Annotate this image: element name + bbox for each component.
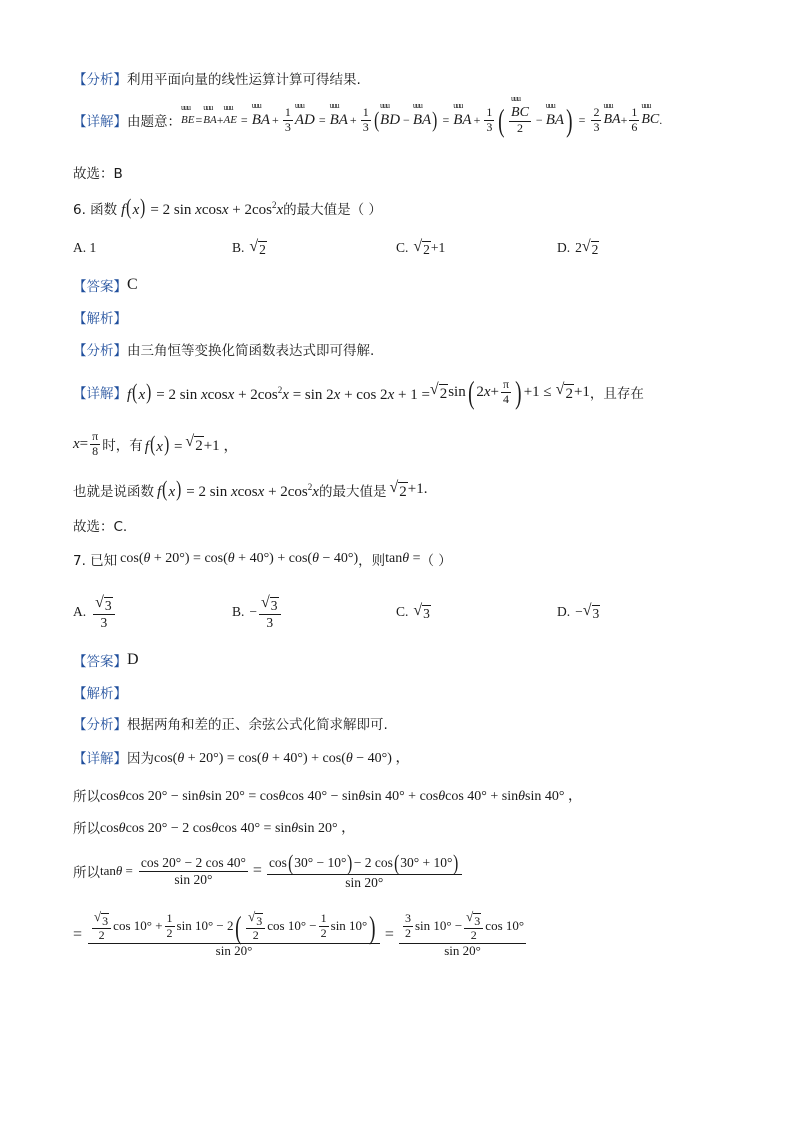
analysis-tag: 【分析】: [73, 72, 127, 88]
q7-option-d[interactable]: D. − √ 3: [557, 602, 600, 621]
q6-answer-value: C: [127, 276, 138, 293]
q7-stem: 7. 已知 cos(θ + 20°) = cos(θ + 40°) + cos(θ − 40°) ，则 tanθ = （ ）: [73, 551, 452, 569]
q6-option-c[interactable]: C. √ 2 +1: [396, 238, 446, 257]
q7-option-b[interactable]: B. − √ 3 3: [232, 594, 283, 631]
q7-solution-tag: 【解析】: [73, 686, 127, 702]
q5-detail-prefix: 由题意：: [127, 114, 181, 130]
q5-detail: [73, 104, 662, 136]
q7-analysis: 【分析】 根据两角和差的正、余弦公式化简求解即可.: [73, 717, 388, 733]
q5-analysis: [73, 68, 361, 88]
q7-step-4: = √ 3 2 cos 10° + $\frac{1}{2}$ sin 10° − 2 ( √ 3 2 cos 10° − $\frac{1}{2}$ sin 10° ) sin 20° = $\frac{3}{2}$ sin 10° − √ 3 2 cos 10° sin 20°: [73, 908, 525, 959]
q6-that-is: 也就是说函数 f(x) = 2 $\sin xcosx + 2\cos^2x$ 的最大值是 √ 2 +1.: [73, 476, 428, 501]
q6-detail-tail: ，且存在: [589, 386, 644, 402]
q6-answer: 【答案】 C: [73, 276, 138, 295]
q7-option-a[interactable]: A. √ 3 3: [73, 594, 117, 631]
sqrt-2: √ 2: [249, 238, 266, 257]
q6-when: 时，有: [102, 438, 143, 455]
q6-option-b[interactable]: B. √ 2: [232, 238, 266, 257]
q6-solution-tag: 【解析】: [73, 311, 127, 327]
q6-analysis-text: 由三角恒等变换化简函数表达式即可得解.: [127, 343, 375, 359]
q6-detail: 【详解】 f(x) = 2 $\sin xcosx + 2\cos^2x = \sin 2x + \cos 2x + 1$ = √ 2 sin ( 2 x + $\frac{\pi}{4}$ ) +1 ≤ √ 2 +1 ，且存在: [73, 374, 644, 410]
q7-step-1: 所以 cosθcos 20° − sinθsin 20° = cosθcos 40° − sinθsin 40° + cosθcos 40° + sinθsin 40° ，: [73, 789, 582, 805]
q7-answer: 【答案】 D: [73, 651, 139, 670]
q7-option-c[interactable]: C. √ 3: [396, 602, 430, 621]
q6-stem-tail: 的最大值是（ ）: [283, 201, 382, 218]
detail-tag: 【详解】: [73, 114, 127, 130]
q6-option-d[interactable]: D. 2 √ 2: [557, 238, 599, 257]
q7-step-3: 所以 tanθ = $\frac{\cos 20^\circ - 2 \cos 40^\circ}{\sin 20^\circ}$ = cos ( 30° − 10° ) − 2 cos ( 30° + 10° ) sin 20°: [73, 852, 464, 891]
q6-choose: 故选：C.: [73, 519, 128, 535]
q6-option-a[interactable]: A. 1: [73, 240, 97, 255]
q7-detail: 【详解】 因为 cos(θ + 20°) = cos(θ + 40°) + cos(θ − 40°) ，: [73, 751, 410, 767]
q7-answer-value: D: [127, 651, 139, 668]
q6-stem: [73, 196, 382, 219]
q6-analysis: 【分析】 由三角恒等变换化简函数表达式即可得解.: [73, 339, 374, 359]
q6-detail-2: x = $\frac{\pi}{8}$ 时，有 f(x) = √ 2 +1 ，: [73, 429, 239, 458]
q7-step-2: 所以 cosθcos 20° − 2 cosθcos 40° = sinθsin 20° ，: [73, 821, 356, 837]
q5-vector-equation: uuu BE = uuu BA + uuu AE = uuu BA + $\frac{1}{3}$ uuu AD = uuu BA + $\frac{1}{3}$ ( uuu BD − uuu BA ) = uuu BA + $\frac{1}{3}$ ( uuu $\frac{BC}{2}$ − uuu BA ) = $\frac{2}{3}$ uuu BA + $\frac{1}{6}$ uuu BC .: [181, 104, 662, 136]
q6-stem-num: 6. 函数: [73, 201, 118, 218]
q5-choose: 故选：B: [73, 166, 123, 182]
q6-detail-math: f(x) = 2 $\sin xcosx + 2\cos^2x = \sin 2x + \cos 2x + 1$ =: [127, 378, 430, 404]
q6-function: f(x) = 2 $\sin xcosx + 2\cos^2x$: [121, 194, 284, 219]
q5-analysis-text: 利用平面向量的线性运算计算可得结果.: [127, 72, 361, 88]
